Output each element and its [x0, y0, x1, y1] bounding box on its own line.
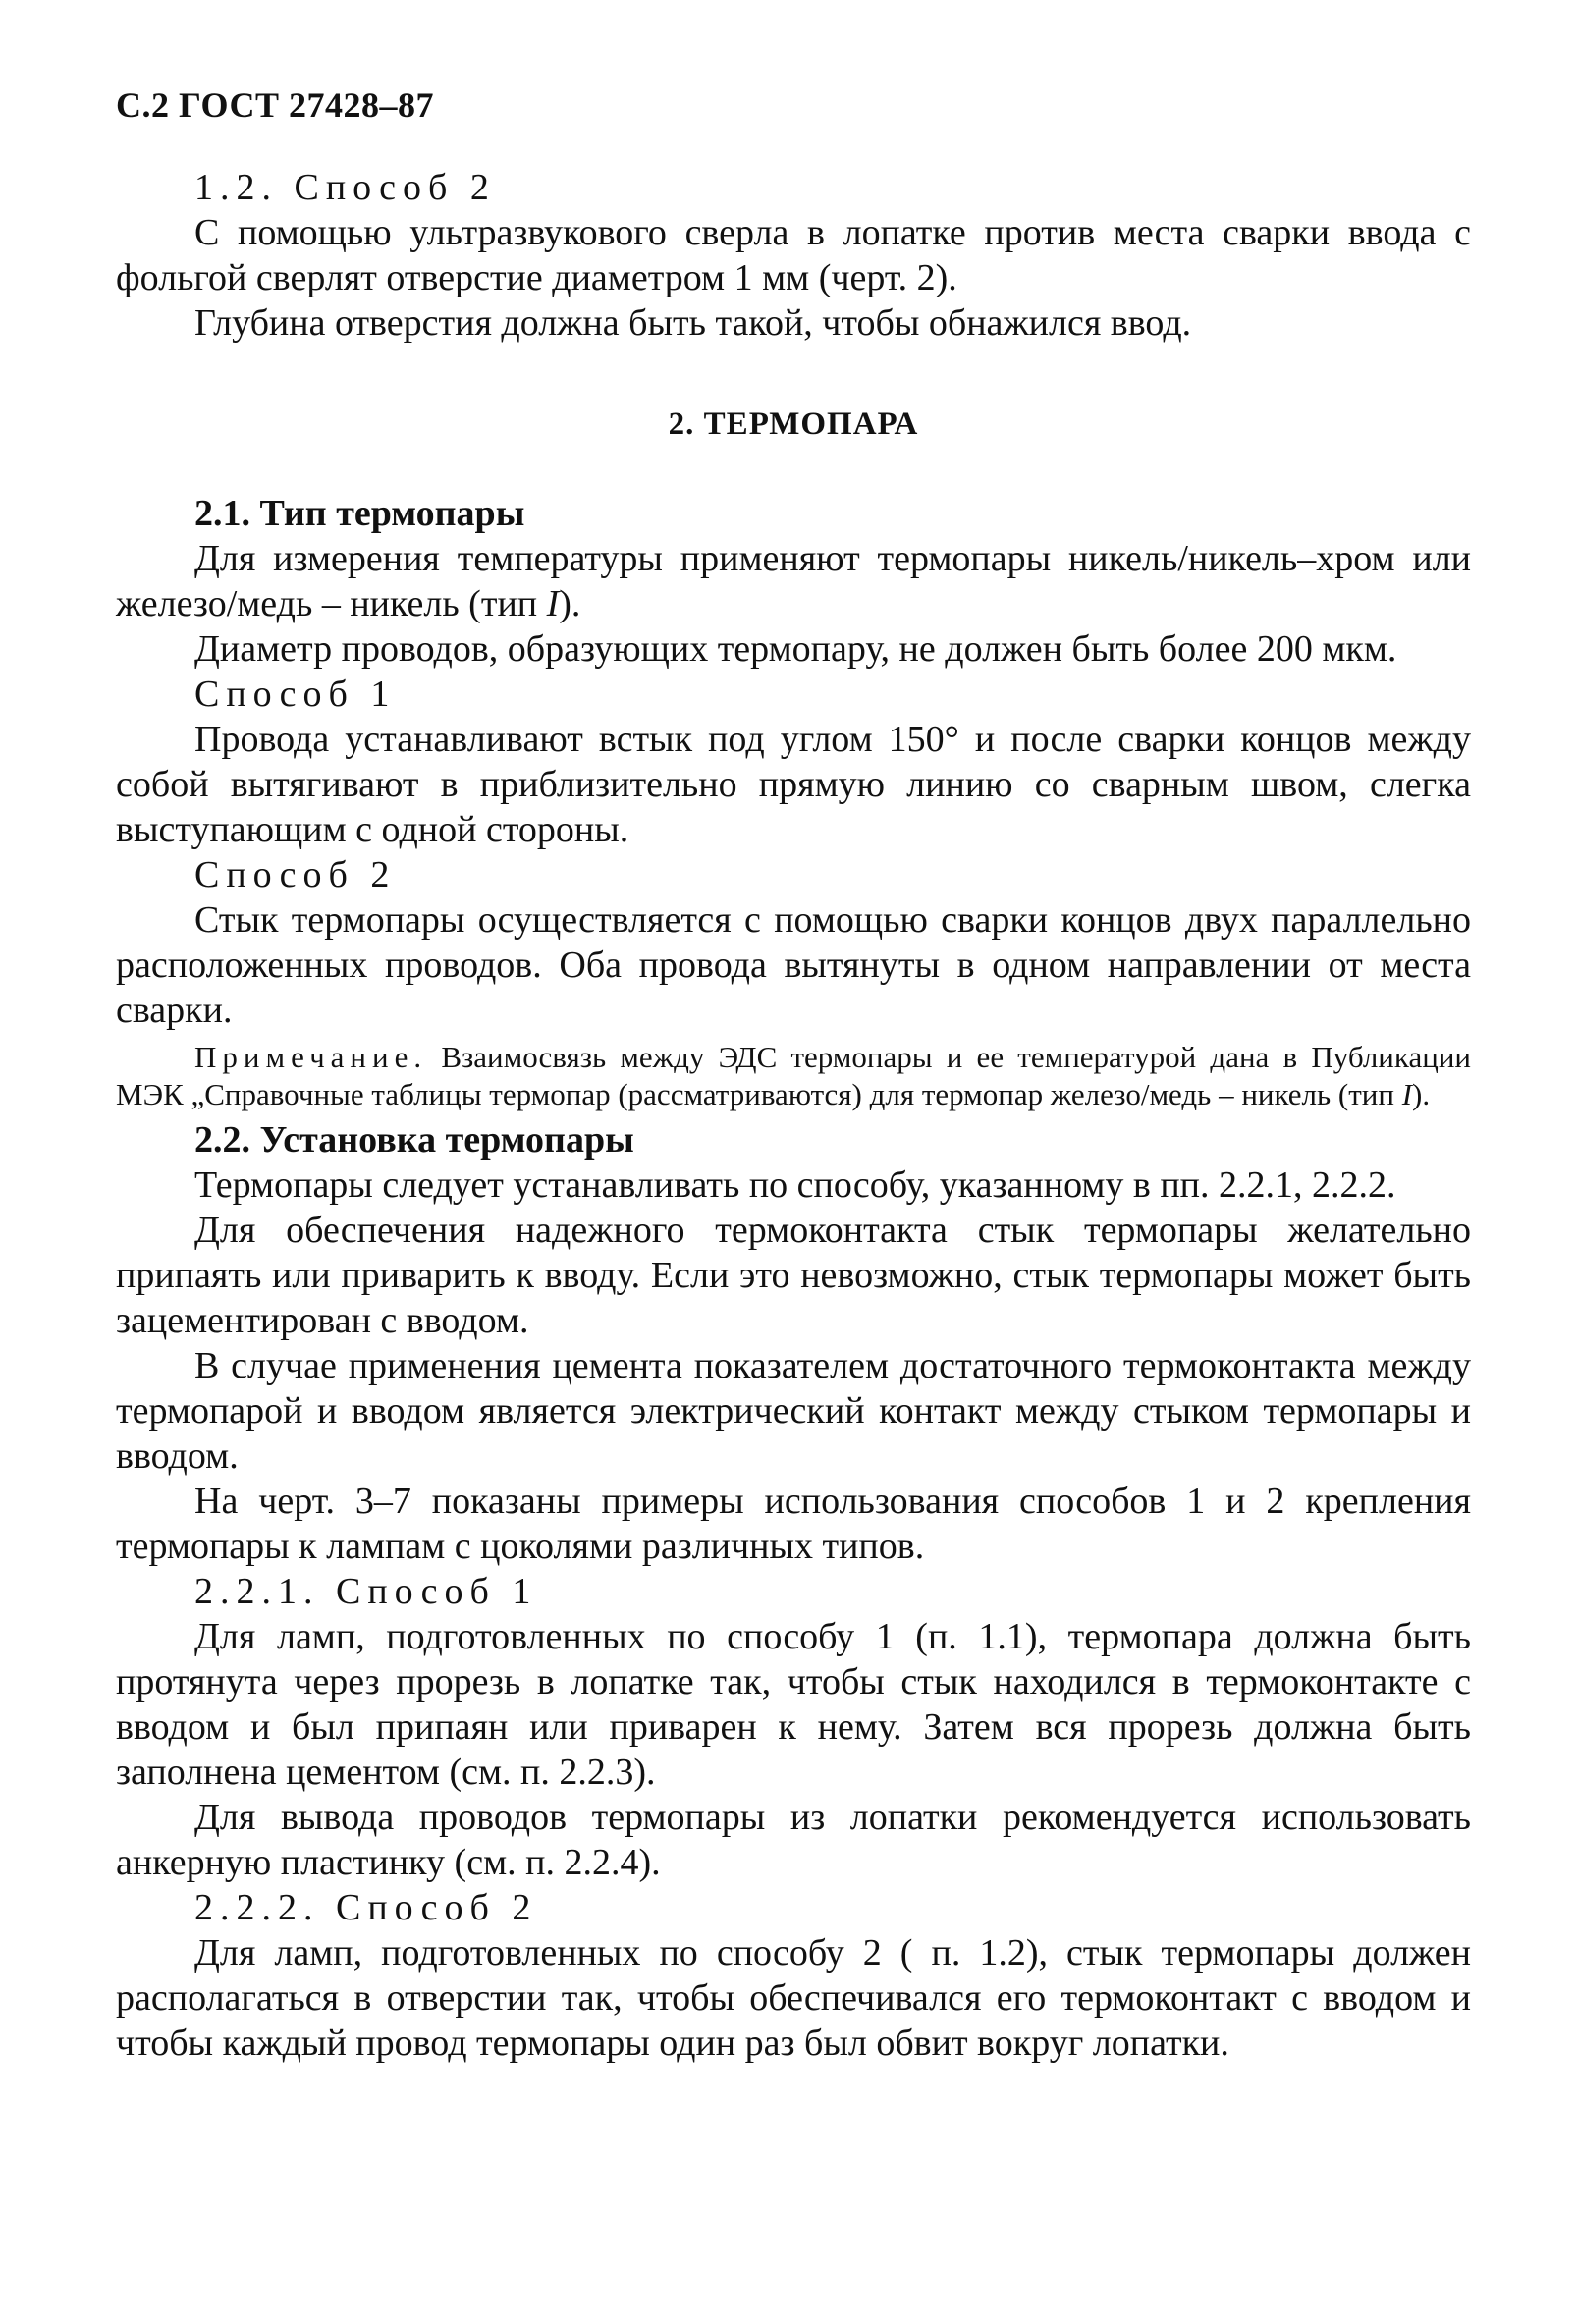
section-2-title: 2. ТЕРМОПАРА [668, 406, 919, 442]
method-2-heading: Способ 2 [194, 854, 397, 895]
note-text-end: ). [1412, 1077, 1431, 1111]
method-1-paragraph: Провода устанавливают встык под углом 150° и после сварки концов между собой вытягивают в приблизительно прямую линию со сварным швом, слегка выступающим с одной стороны. [116, 719, 1471, 850]
section-2-1-paragraph-1-end: ). [559, 583, 581, 624]
section-2-2-2-paragraph-1: Для ламп, подготовленных по способу 2 ( п. 1.2), стык термопары должен располагаться в отверстии так, чтобы обеспечивался его термоконтакт с вводом и чтобы каждый провод термопары один раз был обвит вокруг лопатки. [116, 1932, 1471, 2064]
section-2-2-paragraph-4: На черт. 3–7 показаны примеры использования способов 1 и 2 крепления термопары к лампам с цоколями различных типов. [116, 1481, 1471, 1567]
type-label: I [546, 583, 560, 624]
section-1-2-paragraph-1: С помощью ультразвукового сверла в лопатке против места сварки ввода с фольгой сверлят отверстие диаметром 1 мм (черт. 2). [116, 212, 1471, 298]
section-2-1-paragraph-1-text: Для измерения температуры применяют термопары никель/никель–хром или железо/медь – никель (тип [116, 538, 1471, 624]
section-1-2-paragraph-2: Глубина отверстия должна быть такой, чтобы обнажился ввод. [194, 302, 1192, 344]
note-label: Примечание. [194, 1040, 428, 1074]
section-2-2-paragraph-2: Для обеспечения надежного термоконтакта стык термопары желательно припаять или приварить к вводу. Если это невозможно, стык термопары может быть зацементирован с вводом. [116, 1210, 1471, 1341]
section-2-1-paragraph-2: Диаметр проводов, образующих термопару, не должен быть более 200 мкм. [194, 628, 1397, 670]
section-2-2-1-heading: 2.2.1. Способ 1 [194, 1571, 538, 1612]
section-2-2-1-paragraph-2: Для вывода проводов термопары из лопатки рекомендуется использовать анкерную пластинку (см. п. 2.2.4). [116, 1797, 1471, 1883]
section-2-2-paragraph-1: Термопары следует устанавливать по способу, указанному в пп. 2.2.1, 2.2.2. [194, 1164, 1396, 1206]
section-2-2-2-heading: 2.2.2. Способ 2 [194, 1887, 538, 1928]
page-header: С.2 ГОСТ 27428–87 [116, 85, 434, 125]
section-2-1-heading: 2.1. Тип термопары [194, 493, 525, 534]
section-2-2-paragraph-3: В случае применения цемента показателем достаточного термоконтакта между термопарой и вводом является электрический контакт между стыком термопары и вводом. [116, 1345, 1471, 1477]
note-type-label: I [1401, 1077, 1413, 1111]
note-text: Взаимосвязь между ЭДС термопары и ее температурой дана в Публикации МЭК „Справочные таблицы термопар (рассматриваются) для термопар железо/медь – никель (тип [116, 1040, 1471, 1111]
section-2-1-paragraph-1 [116, 536, 1471, 626]
section-2-2-heading: 2.2. Установка термопары [194, 1119, 634, 1161]
section-2-2-1-paragraph-1: Для ламп, подготовленных по способу 1 (п. 1.1), термопара должна быть протянута через прорезь в лопатке так, чтобы стык находился в термоконтакте с вводом и был припаян или приварен к нему. Затем вся прорезь должна быть заполнена цементом (см. п. 2.2.3). [116, 1616, 1471, 1793]
document-body [116, 165, 1471, 2066]
method-1-heading: Способ 1 [194, 674, 397, 715]
method-2-paragraph: Стык термопары осуществляется с помощью сварки концов двух параллельно расположенных проводов. Оба провода вытянуты в одном направлении от места сварки. [116, 899, 1471, 1031]
section-1-2-heading: 1.2. Способ 2 [194, 167, 496, 208]
note [116, 1039, 1471, 1113]
